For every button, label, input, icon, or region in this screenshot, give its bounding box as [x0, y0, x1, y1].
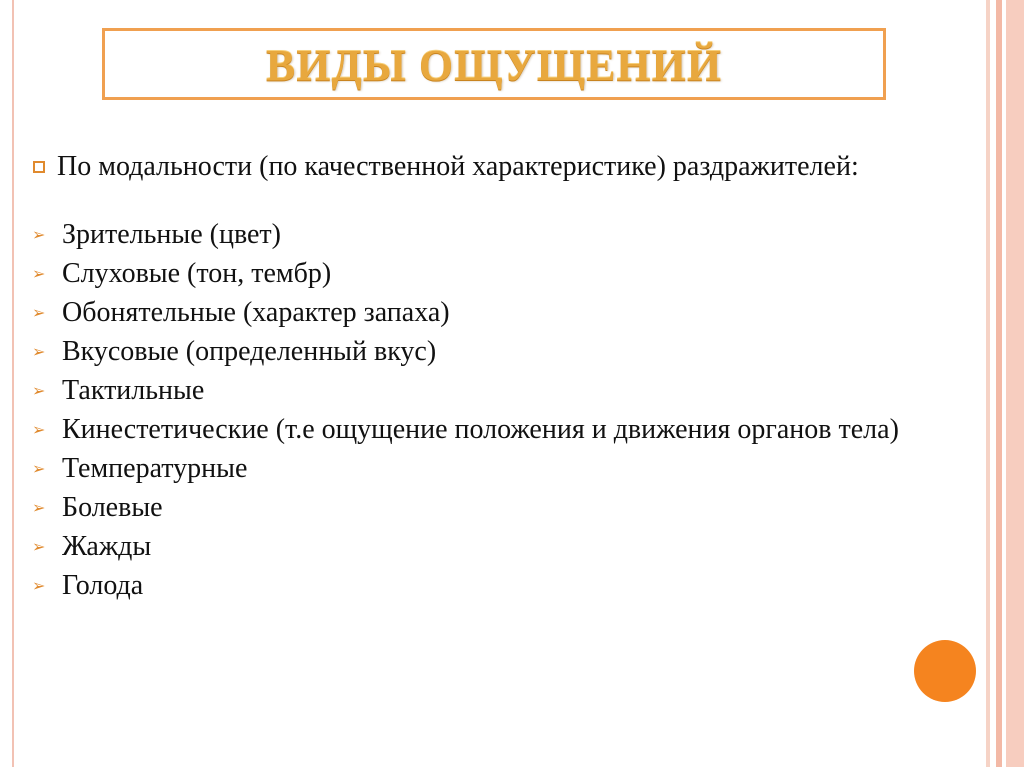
arrow-bullet-icon: ➢ [32, 537, 46, 556]
list-item-text: Вкусовые (определенный вкус) [62, 336, 437, 367]
list-item [30, 298, 960, 328]
decorative-circle [914, 640, 976, 702]
intro-text: По модальности (по качественной характеристике) раздражителей: [57, 151, 859, 182]
list-item-text: Температурные [62, 453, 248, 484]
list-item-text: Тактильные [62, 375, 205, 406]
list-item [30, 532, 960, 562]
arrow-bullet-icon: ➢ [32, 459, 46, 478]
list-item [30, 415, 960, 445]
arrow-bullet-icon: ➢ [32, 342, 46, 361]
list-item [30, 220, 960, 250]
list-item-text: Обонятельные (характер запаха) [62, 297, 450, 328]
arrow-bullet-icon: ➢ [32, 420, 46, 439]
list-item-text: Жажды [62, 531, 152, 562]
list-item [30, 259, 960, 289]
arrow-bullet-icon: ➢ [32, 225, 46, 244]
slide-title: ВИДЫ ОЩУЩЕНИЙ [265, 41, 723, 90]
right-decorative-stripes [986, 0, 1024, 767]
arrow-bullet-icon: ➢ [32, 381, 46, 400]
intro-paragraph [30, 152, 960, 182]
list-item-text: Болевые [62, 492, 163, 523]
list-item-text: Голода [62, 570, 144, 601]
left-border-line [12, 0, 14, 767]
arrow-bullet-icon: ➢ [32, 303, 46, 322]
sensation-list [30, 220, 960, 601]
list-item-text: Кинестетические (т.е ощущение положения и движения органов тела) [62, 414, 899, 445]
list-item [30, 454, 960, 484]
list-item-text: Зрительные (цвет) [62, 219, 281, 250]
arrow-bullet-icon: ➢ [32, 498, 46, 517]
arrow-bullet-icon: ➢ [32, 264, 46, 283]
list-item [30, 571, 960, 601]
slide-content [30, 152, 960, 610]
list-item [30, 337, 960, 367]
list-item-text: Слуховые (тон, тембр) [62, 258, 332, 289]
square-bullet-icon [33, 161, 45, 173]
list-item [30, 376, 960, 406]
list-item [30, 493, 960, 523]
title-box [102, 28, 886, 100]
arrow-bullet-icon: ➢ [32, 576, 46, 595]
